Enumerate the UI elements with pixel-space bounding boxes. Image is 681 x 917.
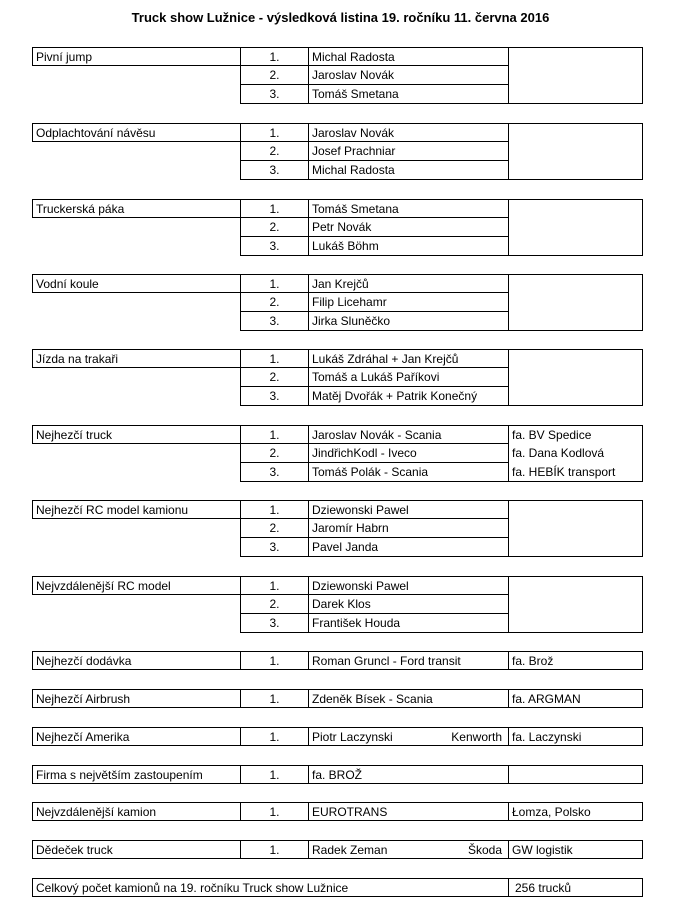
name-text: Filip Licehamr: [312, 295, 387, 309]
name-text: Lukáš Zdráhal + Jan Krejčů: [312, 352, 459, 366]
name-cell: [308, 689, 508, 708]
result-row: [32, 425, 643, 444]
extra-cell: [508, 142, 643, 161]
category-label: [32, 218, 240, 237]
name-cell: [308, 387, 508, 406]
name-cell: [308, 142, 508, 161]
name-cell: [308, 840, 508, 859]
name-text: František Houda: [312, 616, 401, 630]
category-block: [32, 802, 643, 821]
name-text: Zdeněk Bísek - Scania: [312, 692, 433, 706]
name-text: Josef Prachniar: [312, 144, 396, 158]
result-row: [32, 727, 643, 746]
rank-cell: 1.: [240, 765, 308, 784]
category-label: Nejvzdálenější RC model: [32, 576, 240, 595]
result-row: [32, 274, 643, 293]
name-text: Michal Radosta: [312, 50, 395, 64]
extra-cell: [508, 293, 643, 312]
extra-cell: [508, 387, 643, 406]
name-text: fa. BROŽ: [312, 768, 363, 782]
rank-cell: 1.: [240, 840, 308, 859]
extra-cell: [508, 368, 643, 387]
name-cell: [308, 519, 508, 538]
extra-cell: [508, 500, 643, 519]
total-value: 256 trucků: [508, 878, 643, 897]
result-row: [32, 66, 643, 85]
result-row: [32, 519, 643, 538]
rank-cell: 2.: [240, 218, 308, 237]
category-block: [32, 274, 643, 331]
rank-cell: 2.: [240, 368, 308, 387]
name-secondary: Kenworth: [451, 730, 502, 744]
result-row: [32, 161, 643, 180]
name-text: Tomáš Polák - Scania: [312, 465, 429, 479]
name-cell: [308, 237, 508, 256]
name-cell: [308, 274, 508, 293]
category-label: [32, 312, 240, 331]
rank-cell: 1.: [240, 802, 308, 821]
result-row: [32, 312, 643, 331]
total-row: [32, 878, 643, 897]
name-text: Dziewonski Pawel: [312, 503, 409, 517]
result-row: [32, 349, 643, 368]
extra-cell: GW logistik: [508, 840, 643, 859]
extra-cell: fa. Laczynski: [508, 727, 643, 746]
extra-cell: [508, 614, 643, 633]
extra-cell: [508, 312, 643, 331]
result-row: [32, 651, 643, 670]
name-cell: [308, 123, 508, 142]
name-cell: [308, 538, 508, 557]
rank-cell: 3.: [240, 237, 308, 256]
category-label: [32, 142, 240, 161]
category-label: [32, 368, 240, 387]
name-cell: [308, 765, 508, 784]
result-row: [32, 368, 643, 387]
extra-cell: [508, 576, 643, 595]
extra-cell: [508, 218, 643, 237]
category-label: [32, 387, 240, 406]
extra-cell: fa. Dana Kodlová: [508, 444, 643, 463]
category-block: [32, 47, 643, 104]
category-label: Dědeček truck: [32, 840, 240, 859]
category-label: [32, 538, 240, 557]
rank-cell: 2.: [240, 444, 308, 463]
result-row: [32, 840, 643, 859]
name-cell: [308, 293, 508, 312]
name-cell: [308, 595, 508, 614]
name-text: Roman Gruncl - Ford transit: [312, 654, 461, 668]
extra-cell: [508, 519, 643, 538]
rank-cell: 1.: [240, 689, 308, 708]
rank-cell: 3.: [240, 614, 308, 633]
name-text: Michal Radosta: [312, 163, 395, 177]
category-block: [32, 689, 643, 708]
category-label: [32, 595, 240, 614]
category-block: [32, 349, 643, 406]
extra-cell: [508, 765, 643, 784]
rank-cell: 2.: [240, 293, 308, 312]
name-cell: [308, 47, 508, 66]
rank-cell: 1.: [240, 199, 308, 218]
extra-cell: fa. ARGMAN: [508, 689, 643, 708]
name-cell: [308, 349, 508, 368]
result-row: [32, 689, 643, 708]
rank-cell: 1.: [240, 349, 308, 368]
category-label: Nejvzdálenější kamion: [32, 802, 240, 821]
category-label: Pivní jump: [32, 47, 240, 66]
rank-cell: 1.: [240, 727, 308, 746]
category-label: Jízda na trakaři: [32, 349, 240, 368]
name-text: Jirka Sluněčko: [312, 314, 391, 328]
name-secondary: Škoda: [467, 843, 502, 857]
rank-cell: 3.: [240, 85, 308, 104]
rank-cell: 3.: [240, 161, 308, 180]
category-label: Firma s největším zastoupením: [32, 765, 240, 784]
rank-cell: 1.: [240, 651, 308, 670]
total-block: [32, 878, 643, 897]
rank-cell: 1.: [240, 274, 308, 293]
category-label: [32, 444, 240, 463]
extra-cell: Łomza, Polsko: [508, 802, 643, 821]
rank-cell: 2.: [240, 66, 308, 85]
category-label: Nejhezčí Airbrush: [32, 689, 240, 708]
category-block: [32, 123, 643, 180]
extra-cell: fa. BV Spedice: [508, 425, 643, 444]
category-block: [32, 199, 643, 256]
result-row: [32, 123, 643, 142]
extra-cell: [508, 595, 643, 614]
category-block: [32, 576, 643, 633]
name-cell: [308, 199, 508, 218]
name-text: Tomáš Smetana: [312, 202, 399, 216]
extra-cell: [508, 274, 643, 293]
category-block: [32, 651, 643, 670]
name-cell: [308, 85, 508, 104]
extra-cell: [508, 123, 643, 142]
result-row: [32, 538, 643, 557]
name-cell: [308, 651, 508, 670]
extra-cell: [508, 85, 643, 104]
extra-cell: [508, 47, 643, 66]
extra-cell: [508, 66, 643, 85]
name-text: Tomáš a Lukáš Paříkovi: [312, 370, 440, 384]
result-row: [32, 614, 643, 633]
name-text: EUROTRANS: [312, 805, 388, 819]
result-row: [32, 765, 643, 784]
rank-cell: 1.: [240, 47, 308, 66]
name-text: Dziewonski Pawel: [312, 579, 409, 593]
category-label: [32, 85, 240, 104]
result-row: [32, 293, 643, 312]
name-cell: [308, 312, 508, 331]
result-row: [32, 85, 643, 104]
name-text: Matěj Dvořák + Patrik Konečný: [312, 389, 478, 403]
result-row: [32, 595, 643, 614]
extra-cell: [508, 237, 643, 256]
name-cell: [308, 66, 508, 85]
category-label: Nejhezčí RC model kamionu: [32, 500, 240, 519]
name-cell: [308, 161, 508, 180]
name-cell: [308, 500, 508, 519]
name-cell: [308, 368, 508, 387]
category-block: [32, 425, 643, 482]
result-row: [32, 218, 643, 237]
name-text: Jan Krejčů: [312, 277, 369, 291]
name-cell: [308, 425, 508, 444]
rank-cell: 1.: [240, 576, 308, 595]
rank-cell: 3.: [240, 538, 308, 557]
name-cell: [308, 576, 508, 595]
name-text: Lukáš Böhm: [312, 239, 379, 253]
category-label: [32, 293, 240, 312]
name-cell: [308, 218, 508, 237]
category-label: Nejhezčí truck: [32, 425, 240, 444]
result-row: [32, 500, 643, 519]
name-text: Jaroslav Novák: [312, 126, 395, 140]
rank-cell: 2.: [240, 519, 308, 538]
name-text: Tomáš Smetana: [312, 87, 399, 101]
result-row: [32, 199, 643, 218]
category-label: Vodní koule: [32, 274, 240, 293]
extra-cell: fa. HEBÍK transport: [508, 463, 643, 482]
extra-cell: [508, 199, 643, 218]
name-cell: [308, 802, 508, 821]
category-label: Odplachtování návěsu: [32, 123, 240, 142]
rank-cell: 3.: [240, 463, 308, 482]
name-text: Petr Novák: [312, 220, 372, 234]
name-text: Radek Zeman: [312, 843, 388, 857]
category-label: [32, 161, 240, 180]
name-text: Pavel Janda: [312, 540, 379, 554]
name-text: Piotr Laczynski: [312, 730, 393, 744]
result-row: [32, 802, 643, 821]
result-row: [32, 463, 643, 482]
extra-cell: [508, 538, 643, 557]
rank-cell: 1.: [240, 123, 308, 142]
rank-cell: 3.: [240, 387, 308, 406]
result-row: [32, 444, 643, 463]
name-text: Jaromír Habrn: [312, 521, 389, 535]
category-block: [32, 840, 643, 859]
name-cell: [308, 463, 508, 482]
name-text: JindřichKodl - Iveco: [312, 446, 417, 460]
name-text: Jaroslav Novák: [312, 68, 395, 82]
page-title: Truck show Lužnice - výsledková listina 19. ročníku 11. června 2016: [131, 10, 550, 25]
rank-cell: 1.: [240, 425, 308, 444]
category-label: [32, 519, 240, 538]
result-row: [32, 387, 643, 406]
name-text: Darek Klos: [312, 597, 371, 611]
category-block: [32, 727, 643, 746]
extra-cell: fa. Brož: [508, 651, 643, 670]
category-label: [32, 463, 240, 482]
category-label: Nejhezčí dodávka: [32, 651, 240, 670]
name-cell: [308, 727, 508, 746]
result-row: [32, 142, 643, 161]
result-row: [32, 237, 643, 256]
category-label: Nejhezčí Amerika: [32, 727, 240, 746]
extra-cell: [508, 161, 643, 180]
name-cell: [308, 614, 508, 633]
result-row: [32, 576, 643, 595]
total-label: Celkový počet kamionů na 19. ročníku Truck show Lužnice: [32, 878, 508, 897]
result-row: [32, 47, 643, 66]
category-block: [32, 765, 643, 784]
rank-cell: 2.: [240, 142, 308, 161]
extra-cell: [508, 349, 643, 368]
category-label: [32, 237, 240, 256]
name-text: Jaroslav Novák - Scania: [312, 428, 442, 442]
category-label: [32, 66, 240, 85]
name-cell: [308, 444, 508, 463]
category-label: Truckerská páka: [32, 199, 240, 218]
category-block: [32, 500, 643, 557]
category-label: [32, 614, 240, 633]
rank-cell: 3.: [240, 312, 308, 331]
rank-cell: 2.: [240, 595, 308, 614]
rank-cell: 1.: [240, 500, 308, 519]
